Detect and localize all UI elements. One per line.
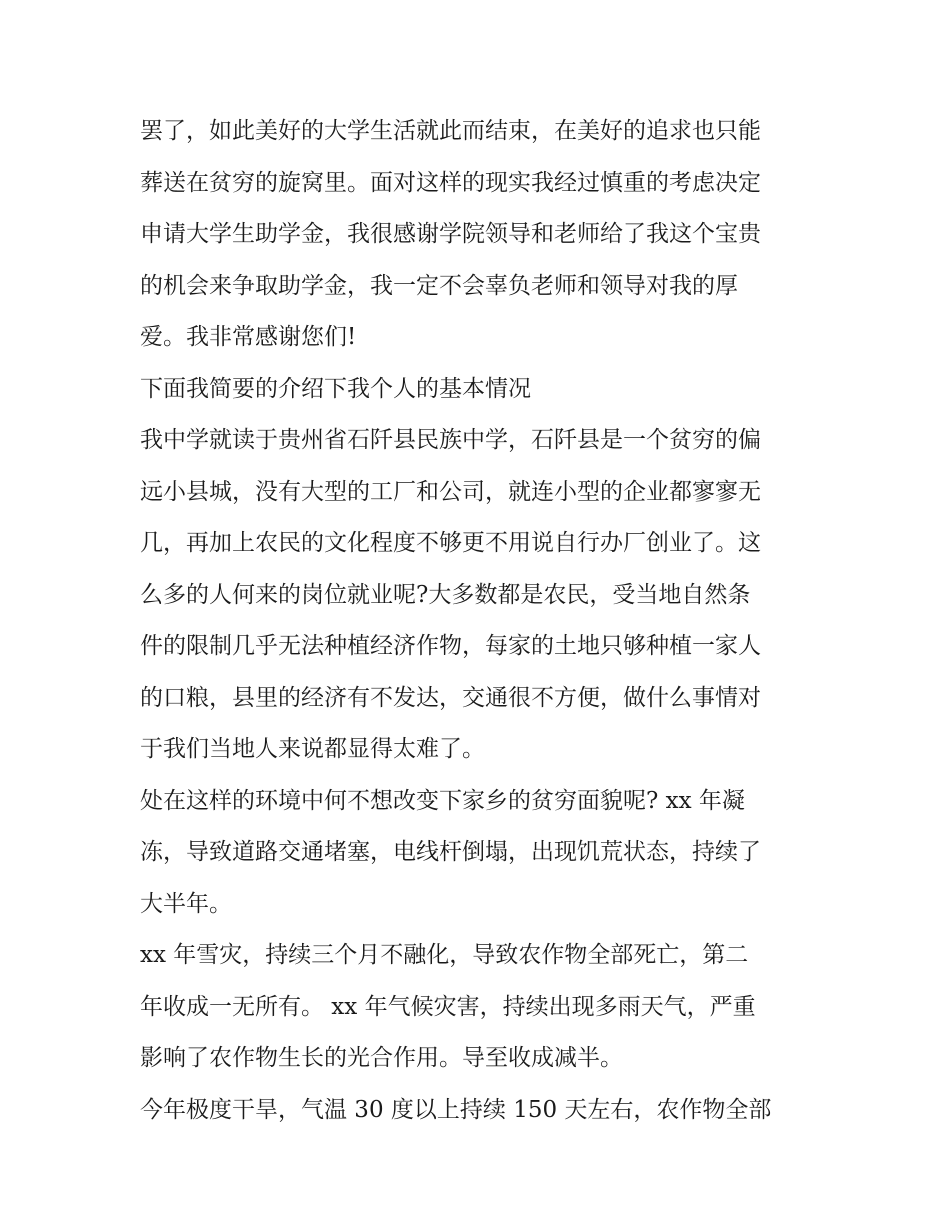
text-line: 葬送在贫穷的旋窝里。面对这样的现实我经过慎重的考虑决定 (140, 169, 761, 196)
text-line: 么多的人何来的岗位就业呢?大多数都是农民，受当地自然条 (140, 581, 751, 608)
text-line: 今年极度干旱，气温 30 度以上持续 150 天左右，农作物全部 (140, 1096, 772, 1123)
document-body (140, 106, 820, 1136)
text-line: 爱。我非常感谢您们! (140, 324, 357, 350)
text-line: 几，再加上农民的文化程度不够更不用说自行办厂创业了。这 (140, 530, 761, 556)
text-line: 的口粮，县里的经济有不发达，交通很不方便，做什么事情对 (140, 684, 761, 711)
text-line: 件的限制几乎无法种植经济作物，每家的土地只够种植一家人 (140, 633, 761, 659)
text-line: 我中学就读于贵州省石阡县民族中学，石阡县是一个贫穷的偏 (140, 427, 761, 453)
text-line: xx 年雪灾，持续三个月不融化，导致农作物全部死亡，第二 (140, 942, 749, 968)
text-line: 大半年。 (140, 890, 232, 917)
text-line: 罢了，如此美好的大学生活就此而结束，在美好的追求也只能 (140, 118, 761, 144)
text-line: 下面我简要的介绍下我个人的基本情况 (140, 375, 531, 402)
text-line: 申请大学生助学金，我很感谢学院领导和老师给了我这个宝贵 (140, 221, 761, 247)
text-line: 远小县城，没有大型的工厂和公司，就连小型的企业都寥寥无 (140, 478, 761, 505)
text-line: 于我们当地人来说都显得太难了。 (140, 736, 485, 762)
text-line: 处在这样的环境中何不想改变下家乡的贫穷面貌呢? xx 年凝 (140, 787, 745, 814)
text-line: 冻，导致道路交通堵塞，电线杆倒塌，出现饥荒状态，持续了 (140, 839, 761, 865)
text-line: 的机会来争取助学金，我一定不会辜负老师和领导对我的厚 (140, 272, 738, 299)
text-line: 年收成一无所有。 xx 年气候灾害，持续出现多雨天气，严重 (140, 993, 756, 1020)
text-line: 影响了农作物生长的光合作用。导至收成减半。 (140, 1045, 623, 1071)
